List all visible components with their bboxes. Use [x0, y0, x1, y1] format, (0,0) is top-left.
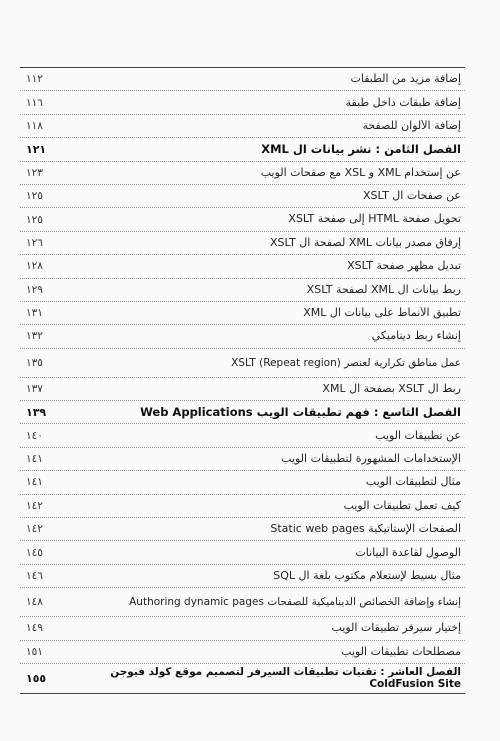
toc-page-number: ١٤٠	[26, 429, 43, 442]
toc-row	[20, 495, 465, 518]
toc-row	[20, 565, 465, 588]
toc-row	[20, 424, 465, 447]
toc-entry-title: إرفاق مصدر بيانات XML لصفحة ال XSLT	[269, 236, 461, 249]
toc-entry-title: إختيار سيرفر تطبيقات الويب	[331, 622, 461, 635]
toc-row	[20, 641, 465, 664]
toc-entry-title: ربط بيانات ال XML لصفحة XSLT	[306, 283, 461, 296]
toc-row	[20, 471, 465, 494]
toc-row	[20, 588, 465, 617]
toc-entry-title: تحويل صفحة HTML إلى صفحة XSLT	[288, 213, 461, 226]
toc-page-number: ١٣٩	[26, 405, 47, 419]
toc-entry-title: إنشاء وإضافة الخصائص الديناميكية للصفحات Authoring dynamic pages	[129, 596, 461, 609]
toc-row	[20, 518, 465, 541]
toc-page-number: ١٢٦	[26, 236, 43, 249]
toc-page-number: ١٣٢	[26, 330, 43, 343]
toc-page-number: ١٤٨	[26, 596, 43, 609]
toc-entry-title: إضافة طبقات داخل طبقة	[345, 96, 461, 109]
toc-row	[20, 349, 465, 378]
toc-page-number: ١٢٥	[26, 190, 43, 203]
toc-chapter-title: الفصل العاشر : تقنيات تطبيقات السيرفر لتصميم موقع كولد فيوجن ColdFusion Site	[110, 666, 461, 691]
toc-chapter-row	[20, 664, 465, 693]
toc-entry-title: عن صفحات ال XSLT	[362, 190, 461, 203]
toc-entry-title: عن تطبيقات الويب	[375, 429, 461, 442]
toc-page-number: ١١٢	[26, 73, 43, 86]
toc-page-number: ١٤٩	[26, 622, 43, 635]
toc-row	[20, 208, 465, 231]
table-of-contents	[20, 67, 465, 694]
toc-entry-title: ربط ال XSLT بصفحة ال XML	[322, 382, 461, 395]
toc-row	[20, 617, 465, 640]
toc-chapter-title: الفصل التاسع : فهم تطبيقات الويب Web Applications	[140, 405, 461, 419]
toc-page-number: ١٤٥	[26, 546, 43, 559]
toc-page-number: ١٣١	[26, 307, 43, 320]
toc-chapter-row	[20, 401, 465, 424]
toc-page-number: ١٣٥	[26, 356, 43, 369]
toc-entry-title: عمل مناطق تكرارية لعنصر XSLT (Repeat region)	[231, 356, 461, 369]
toc-chapter-title: الفصل الثامن : نشر بيانات ال XML	[261, 143, 461, 156]
toc-row	[20, 325, 465, 348]
toc-row	[20, 255, 465, 278]
toc-entry-title: إضافة مزيد من الطبقات	[350, 73, 461, 86]
toc-entry-title: مثال بسيط لإستعلام مكتوب بلغة ال SQL	[273, 569, 461, 582]
toc-page-number: ١٢٨	[26, 260, 43, 273]
toc-row	[20, 162, 465, 185]
toc-page-number: ١١٨	[26, 119, 43, 132]
toc-page-number: ١٤٦	[26, 570, 43, 582]
toc-entry-title: مصطلحات تطبيقات الويب	[341, 645, 461, 658]
toc-chapter-row	[20, 138, 465, 161]
toc-entry-title: عن إستخدام XML و XSL مع صفحات الويب	[260, 166, 461, 179]
toc-entry-title: كيف تعمل تطبيقات الويب	[343, 499, 461, 512]
toc-page-number: ١٢٩	[26, 283, 43, 296]
toc-row	[20, 448, 465, 471]
toc-row	[20, 91, 465, 114]
toc-row	[20, 279, 465, 302]
toc-page-number: ١٤٢	[26, 523, 43, 536]
toc-page-number: ١٢٣	[26, 166, 43, 179]
toc-entry-title: الإستخدامات المشهورة لتطبيقات الويب	[281, 453, 461, 465]
toc-page-number: ١٢١	[26, 142, 47, 156]
toc-entry-title: تبديل مظهر صفحة XSLT	[347, 260, 461, 273]
toc-row	[20, 541, 465, 564]
toc-page-number: ١٥١	[26, 645, 43, 658]
toc-page-number: ١٢٥	[26, 213, 43, 226]
toc-row	[20, 378, 465, 401]
toc-page-number: ١٤١	[26, 476, 43, 489]
toc-entry-title: الصفحات الإستاتيكية Static web pages	[270, 523, 461, 536]
toc-row	[20, 68, 465, 91]
toc-entry-title: إضافة الألوان للصفحة	[362, 119, 461, 132]
toc-row	[20, 115, 465, 138]
toc-row	[20, 232, 465, 255]
toc-row	[20, 185, 465, 208]
toc-entry-title: مثال لتطبيقات الويب	[365, 476, 461, 489]
toc-page-number: ١٤٢	[26, 499, 43, 512]
toc-entry-title: الوصول لقاعدة البيانات	[355, 546, 461, 559]
toc-row	[20, 302, 465, 325]
toc-entry-title: إنشاء ربط ديناميكي	[371, 330, 461, 343]
toc-page-number: ١٥٥	[26, 671, 47, 685]
toc-page-number: ١٣٧	[26, 382, 43, 395]
toc-page-number: ١١٦	[26, 96, 43, 109]
toc-entry-title: تطبيق الأنماط على بيانات ال XML	[303, 307, 461, 320]
toc-page-number: ١٤١	[26, 453, 43, 466]
